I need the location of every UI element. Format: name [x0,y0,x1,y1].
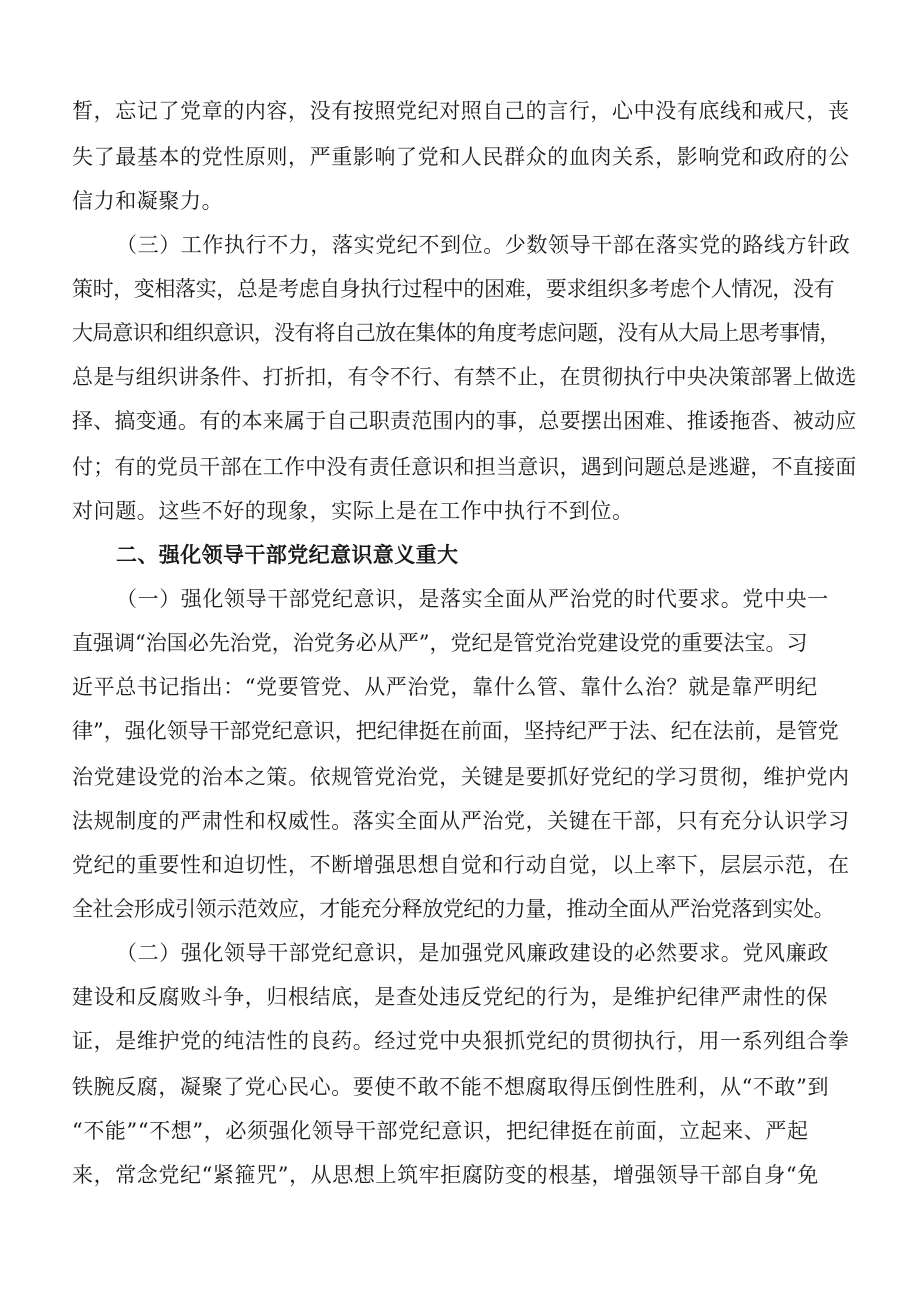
text-line: 择、搞变通。有的本来属于自己职责范围内的事，总要摆出困难、推诿拖沓、被动应 [72,409,857,433]
text-line: 付；有的党员干部在工作中没有责任意识和担当意识，遇到问题总是逃避，不直接面 [72,455,857,479]
text-line: 建设和反腐败斗争，归根结底，是查处违反党纪的行为，是维护纪律严肃性的保 [72,985,828,1009]
text-line: “不能”“不想”，必须强化领导干部党纪意识，把纪律挺在前面，立起来、严起 [72,1119,809,1143]
text-line: 信力和凝聚力。 [72,189,224,213]
text-line: 晳，忘记了党章的内容，没有按照党纪对照自己的言行，心中没有底线和戒尺，丧 [72,99,850,123]
text-line: 党纪的重要性和迫切性，不断增强思想自觉和行动自觉，以上率下，层层示范，在 [72,853,850,877]
paragraph-start: （二）强化领导干部党纪意识，是加强党风廉政建设的必然要求。党风廉政 [116,941,829,965]
text-line: 总是与组织讲条件、打折扣，有令不行、有禁不止，在贯彻执行中央决策部署上做选 [72,365,857,389]
text-line: 大局意识和组织意识，没有将自己放在集体的角度考虑问题，没有从大局上思考事情， [72,321,840,345]
text-line: 来，常念党纪“紧箍咒”，从思想上筑牢拒腐防变的根基，增强领导干部自身“免 [72,1163,819,1187]
text-line: 治党建设党的治本之策。依规管党治党，关键是要抓好党纪的学习贯彻，维护党内 [72,765,850,789]
text-line: 失了最基本的党性原则，严重影响了党和人民群众的血肉关系，影响党和政府的公 [72,145,850,169]
text-line: 直强调“治国必先治党，治党务必从严”，党纪是管党治党建设党的重要法宝。习 [72,631,808,655]
text-line: 律”，强化领导干部党纪意识，把纪律挺在前面，坚持纪严于法、纪在法前，是管党 [72,719,839,743]
text-line: 证，是维护党的纯洁性的良药。经过党中央狠抓党纪的贯彻执行，用一系列组合拳 [72,1029,850,1053]
text-line: 策时，变相落实，总是考虑自身执行过程中的困难，要求组织多考虑个人情况，没有 [72,277,835,301]
text-line: 对问题。这些不好的现象，实际上是在工作中执行不到位。 [72,499,634,523]
text-line: 全社会形成引领示范效应，才能充分释放党纪的力量，推动全面从严治党落到实处。 [72,897,835,921]
paragraph-start: （三）工作执行不力，落实党纪不到位。少数领导干部在落实党的路线方针政 [116,233,851,257]
text-line: 法规制度的严肃性和权威性。落实全面从严治党，关键在干部，只有充分认识学习 [72,809,850,833]
section-heading: 二、强化领导干部党纪意识意义重大 [116,543,459,567]
paragraph-start: （一）强化领导干部党纪意识，是落实全面从严治党的时代要求。党中央一 [116,587,829,611]
text-line: 铁腕反腐，凝聚了党心民心。要使不敢不能不想腐取得压倒性胜利，从“不敢”到 [72,1075,830,1099]
text-line: 近平总书记指出：“党要管党、从严治党，靠什么管、靠什么治？就是靠严明纪 [72,675,818,699]
